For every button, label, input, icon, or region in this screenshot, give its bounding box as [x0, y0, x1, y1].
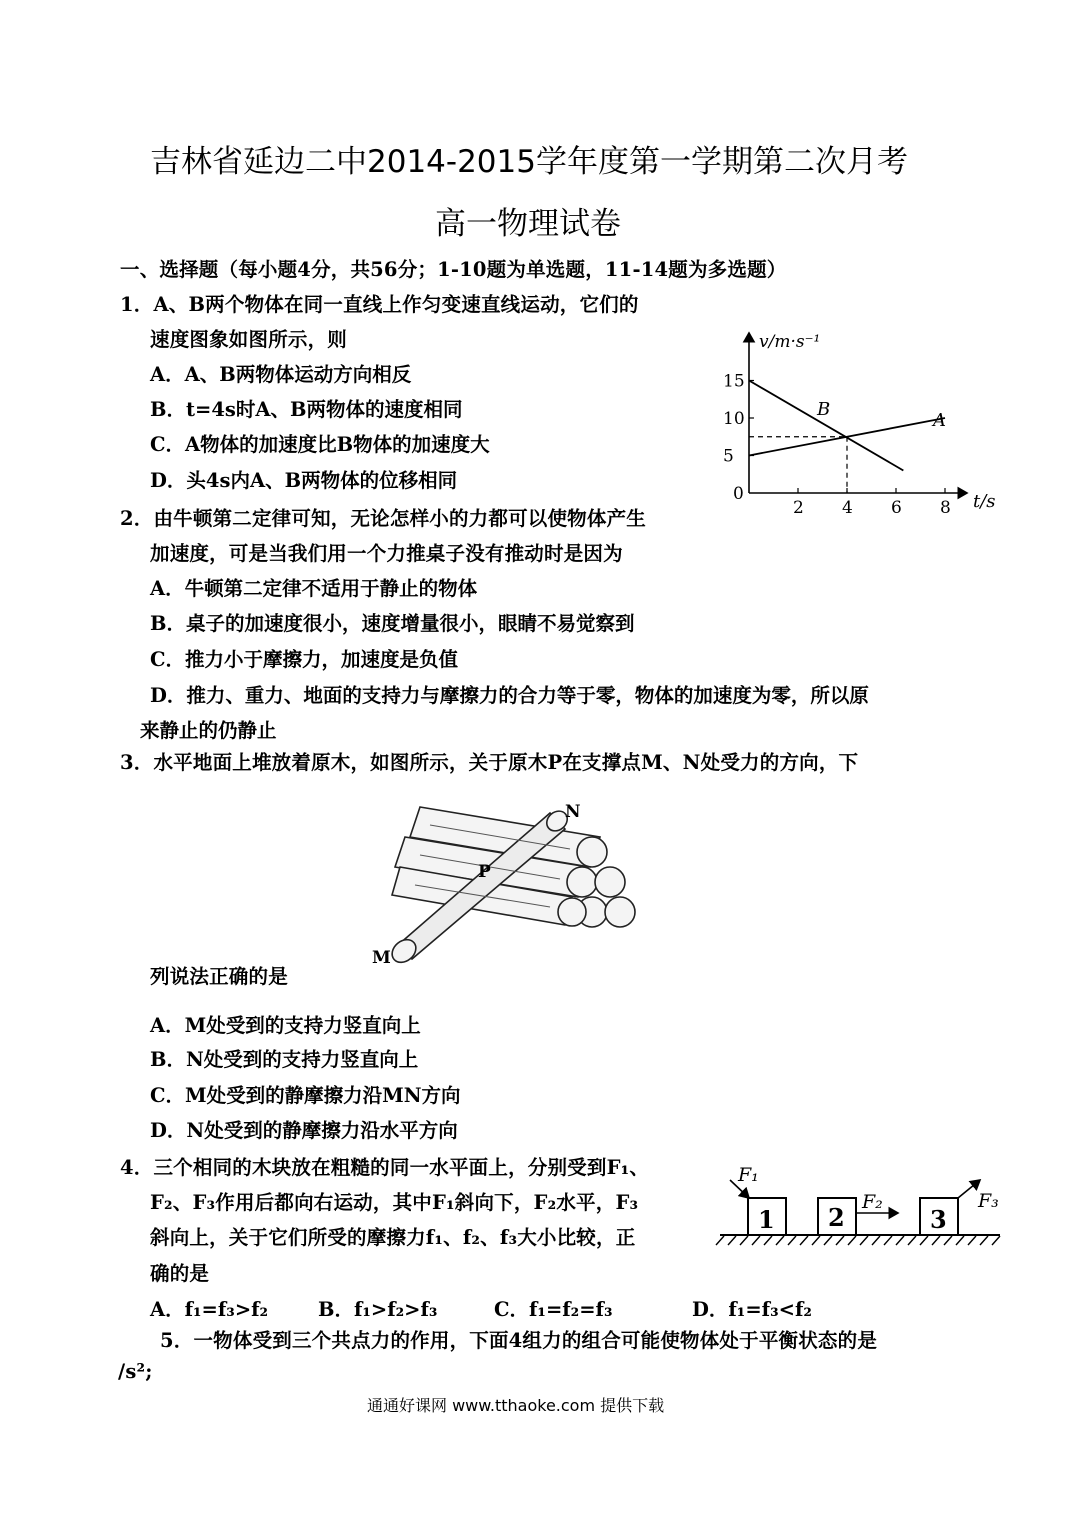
q3-stem-line1: 3．水平地面上堆放着原木，如图所示，关于原木P在支撑点M、N处受力的方向，下	[120, 751, 859, 774]
q4-label-f3: F₃	[978, 1190, 999, 1212]
q2-option-d-cont: 来静止的仍静止	[140, 719, 277, 742]
q1-option-b: B．t=4s时A、B两物体的速度相同	[150, 398, 463, 421]
q3-option-c: C．M处受到的静摩擦力沿MN方向	[150, 1084, 461, 1107]
q2-stem-line2: 加速度，可是当我们用一个力推桌子没有推动时是因为	[150, 542, 623, 565]
q4-label-f2: F₂	[862, 1191, 883, 1213]
q4-block-3-label: 3	[930, 1205, 947, 1234]
q1-option-d: D．头4s内A、B两物体的位移相同	[150, 469, 458, 492]
q3-label-p: P	[478, 862, 491, 882]
x-tick-label: 8	[940, 498, 951, 518]
y-tick-label: 15	[723, 371, 745, 392]
q2-option-c: C．推力小于摩擦力，加速度是负值	[150, 648, 459, 671]
y-tick-label: 5	[723, 446, 734, 467]
series-line-b	[749, 381, 903, 471]
q1-vt-chart	[705, 325, 1015, 525]
q2-option-a: A．牛顿第二定律不适用于静止的物体	[150, 577, 478, 600]
chart-series-b-label: B	[817, 399, 831, 420]
q5-stem: 5．一物体受到三个共点力的作用，下面4组力的组合可能使物体处于平衡状态的是	[160, 1329, 878, 1352]
y-tick-label: 10	[723, 409, 745, 429]
q3-option-d: D．N处受到的静摩擦力沿水平方向	[150, 1119, 458, 1142]
q3-stem-line2: 列说法正确的是	[150, 965, 288, 988]
chart-series-a-label: A	[933, 410, 946, 431]
x-tick-label: 6	[891, 498, 902, 518]
q1-stem-line2: 速度图象如图所示，则	[150, 328, 348, 351]
q4-option-d: D．f₁=f₃<f₂	[692, 1298, 812, 1321]
q4-stem-line2: F₂、F₃作用后都向右运动，其中F₁斜向下，F₂水平，F₃	[150, 1191, 639, 1214]
q2-stem-line1: 2．由牛顿第二定律可知，无论怎样小的力都可以使物体产生	[120, 507, 646, 530]
q4-stem-line4: 确的是	[150, 1262, 210, 1285]
q3-option-a: A．M处受到的支持力竖直向上	[150, 1014, 421, 1037]
q4-option-c: C．f₁=f₂=f₃	[494, 1298, 613, 1321]
q2-option-b: B．桌子的加速度很小，速度增量很小，眼睛不易觉察到	[150, 612, 635, 635]
footer-credit: 通通好课网 www.tthaoke.com 提供下载	[367, 1396, 665, 1415]
q3-option-b: B．N处受到的支持力竖直向上	[150, 1048, 419, 1071]
q4-arrow-f3	[958, 1180, 980, 1198]
section-heading: 一、选择题（每小题4分，共56分；1-10题为单选题，11-14题为多选题）	[120, 258, 787, 281]
q4-stem-line3: 斜向上，关于它们所受的摩擦力f₁、f₂、f₃大小比较，正	[150, 1226, 636, 1249]
chart-y-label: v/m·s⁻¹	[759, 332, 821, 352]
q1-stem-line1: 1．A、B两个物体在同一直线上作匀变速直线运动，它们的	[120, 293, 639, 316]
chart-x-label: t/s	[973, 491, 996, 512]
q4-blocks-figure	[710, 1155, 1010, 1255]
q3-label-n: N	[565, 802, 581, 822]
q1-option-a: A．A、B两物体运动方向相反	[150, 363, 412, 386]
exam-title: 吉林省延边二中2014-2015学年度第一学期第二次月考	[150, 144, 908, 180]
q4-block-2-label: 2	[828, 1203, 845, 1232]
q3-label-m: M	[372, 948, 391, 968]
q2-option-d: D．推力、重力、地面的支持力与摩擦力的合力等于零，物体的加速度为零，所以原	[150, 684, 869, 707]
q4-block-1-label: 1	[758, 1205, 775, 1234]
x-tick-label: 4	[842, 498, 853, 518]
q4-option-a: A．f₁=f₃>f₂	[150, 1298, 269, 1321]
q4-option-b: B．f₁>f₂>f₃	[318, 1298, 438, 1321]
q5-fragment: /s²;	[118, 1360, 153, 1383]
chart-origin-label: 0	[733, 484, 744, 504]
exam-subtitle: 高一物理试卷	[435, 206, 621, 242]
q4-label-f1: F₁	[738, 1164, 759, 1186]
q4-stem-line1: 4．三个相同的木块放在粗糙的同一水平面上，分别受到F₁、	[120, 1156, 650, 1179]
x-tick-label: 2	[793, 498, 804, 518]
q3-log-pile-figure	[360, 795, 660, 975]
q1-option-c: C．A物体的加速度比B物体的加速度大	[150, 433, 490, 456]
